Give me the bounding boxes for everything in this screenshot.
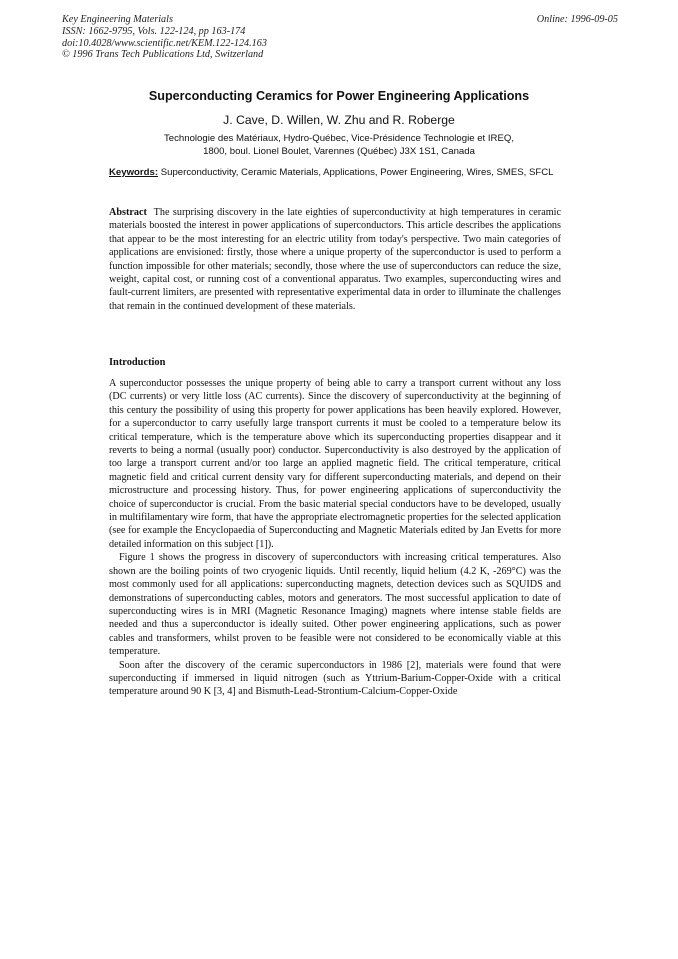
abstract-text: The surprising discovery in the late eighties of superconductivity at high temperatures in ceramic materials boosted the interest in power applications of superconductors. This article describes the applications that appear to be the most interesting for an electric utility from today's perspective. Two main categories of applications are envisioned: firstly, those where a unique property of the superconductor is used to perform a function impossible for other materials; secondly, those where the use of superconductors can reduce the size, weight, capital cost, or running cost of a conventional apparatus. Two examples, superconducting wires and fault-current limiters, are presented with representative experimental data in order to illuminate the challenges that remain in the continued development of these materials.	[109, 207, 561, 312]
journal-header	[62, 14, 618, 61]
abstract	[109, 206, 561, 313]
abstract-label: Abstract	[109, 207, 147, 218]
issn-line: ISSN: 1662-9795, Vols. 122-124, pp 163-174	[62, 25, 246, 37]
affiliation-address: 1800, boul. Lionel Boulet, Varennes (Québec) J3X 1S1, Canada	[203, 145, 475, 157]
doi-line: doi:10.4028/www.scientific.net/KEM.122-124.163	[62, 37, 267, 49]
paper-title: Superconducting Ceramics for Power Engineering Applications	[148, 89, 530, 103]
author-affiliation	[92, 133, 586, 159]
paper-authors: J. Cave, D. Willen, W. Zhu and R. Roberge	[223, 113, 455, 127]
intro-paragraph: Soon after the discovery of the ceramic superconductors in 1986 [2], materials were found that were superconducting if immersed in liquid nitrogen (such as Yttrium-Barium-Copper-Oxide with a critical temperature around 90 K [3, 4] and Bismuth-Lead-Strontium-Calcium-Copper-Oxide	[109, 659, 561, 698]
copyright-line: © 1996 Trans Tech Publications Ltd, Switzerland	[62, 49, 264, 61]
keywords-label: Keywords:	[109, 167, 159, 178]
introduction-body	[109, 377, 561, 699]
affiliation-line: Technologie des Matériaux, Hydro-Québec, Vice-Présidence Technologie et IREQ,	[163, 133, 514, 144]
intro-paragraph: A superconductor possesses the unique property of being able to carry a transport current without any loss (DC currents) or very little loss (AC currents). Since the discovery of superconductivity at the beginning of this century the possibility of using this property for power applications has been heavily explored. However, for a superconductor to carry usefully large transport currents it must be cooled to a temperature below its critical temperature, which is the temperature above which its superconducting properties disappear and it reverts to being a normal (usually poor) conductor. Superconductivity is also destroyed by the application of too large a transport current and/or too large an applied magnetic field. The critical temperature, critical magnetic field and critical current density vary for different superconducting materials, and depend on their microstructure and processing history. Thus, for power engineering applications of superconductivity the choice of superconductor is crucial. From the basic material special conductors have to be developed, usually in multifilamentary wire form, that have the appropriate electromagnetic properties for the selected application (see for example the Encyclopaedia of Superconducting and Magnetic Materials edited by Jan Evetts for more detailed information on this subject [1]).	[109, 378, 561, 550]
online-date: Online: 1996-09-05	[536, 14, 618, 25]
keywords	[109, 167, 563, 180]
intro-paragraph: Figure 1 shows the progress in discovery of superconductors with increasing critical temperatures. Also shown are the boiling points of two cryogenic liquids. Until recently, liquid helium (4.2 K, -269°C) was the most commonly used for all applications: superconducting magnets, detection devices such as SQUIDS and demonstrations of superconducting cables, motors and generators. The most successful application to date of superconducting wires is in MRI (Magnetic Resonance Imaging) magnets where intense stable fields are needed and thus a superconductor is ideally suited. Other power engineering applications, such as power cables and transformers, whilst proven to be feasible were not considered to be economically viable at this temperature.	[109, 552, 561, 658]
journal-citation	[62, 14, 618, 61]
section-heading-introduction: Introduction	[109, 357, 166, 368]
journal-name: Key Engineering Materials	[62, 14, 173, 25]
keywords-text: Superconductivity, Ceramic Materials, Applications, Power Engineering, Wires, SMES, SFCL	[158, 167, 554, 178]
